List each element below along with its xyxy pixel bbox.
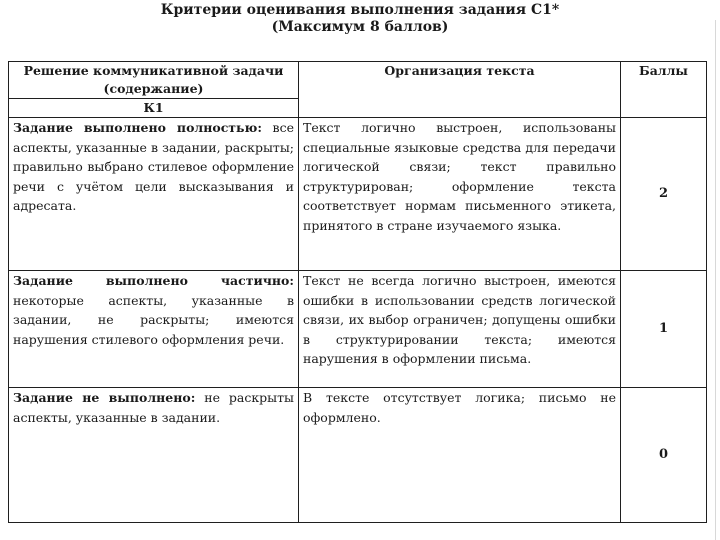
k2-cell: Текст логично выстроен, использованы специальные языковые средства для передачи логической связи; текст правильно структурирован; оформление текста соответствует нормам письменного этикета, принятого в стране изучаемого языка. <box>299 118 621 271</box>
page-edge-line <box>715 20 716 540</box>
header-content: Решение коммуникативной задачи (содержание) <box>9 62 299 99</box>
title-line-2: (Максимум 8 баллов) <box>271 19 449 35</box>
title-line-1: Критерии оценивания выполнения задания С1* <box>160 2 560 18</box>
k1-verdict: Задание не выполнено: <box>13 390 196 405</box>
header-k1: К1 <box>9 99 299 118</box>
score-cell: 0 <box>621 388 707 523</box>
document-title <box>0 2 720 36</box>
table-row <box>9 388 707 523</box>
header-score: Баллы <box>621 62 707 118</box>
score-cell: 2 <box>621 118 707 271</box>
header-organization: Организация текста <box>299 62 621 118</box>
criteria-table <box>8 61 707 523</box>
k2-cell: В тексте отсутствует логика; письмо не оформлено. <box>299 388 621 523</box>
k1-verdict: Задание выполнено полностью: <box>13 120 262 135</box>
k1-description: все аспекты, указанные в задании, раскрыты; правильно выбрано стилевое оформление речи с учётом цели высказывания и адресата. <box>13 120 294 213</box>
header-row <box>9 62 707 99</box>
k1-cell <box>9 118 299 271</box>
table-row <box>9 118 707 271</box>
table-row <box>9 271 707 388</box>
k1-cell <box>9 388 299 523</box>
k1-description: не раскрыты аспекты, указанные в задании. <box>13 390 294 425</box>
k1-cell <box>9 271 299 388</box>
k1-verdict: Задание выполнено частично: <box>13 273 294 288</box>
k2-cell: Текст не всегда логично выстроен, имеются ошибки в использовании средств логической связи, их выбор ограничен; допущены ошибки в структурировании текста; имеются нарушения в оформлении письма. <box>299 271 621 388</box>
k1-description: некоторые аспекты, указанные в задании, не раскрыты; имеются нарушения стилевого оформления речи. <box>13 292 294 347</box>
score-cell: 1 <box>621 271 707 388</box>
